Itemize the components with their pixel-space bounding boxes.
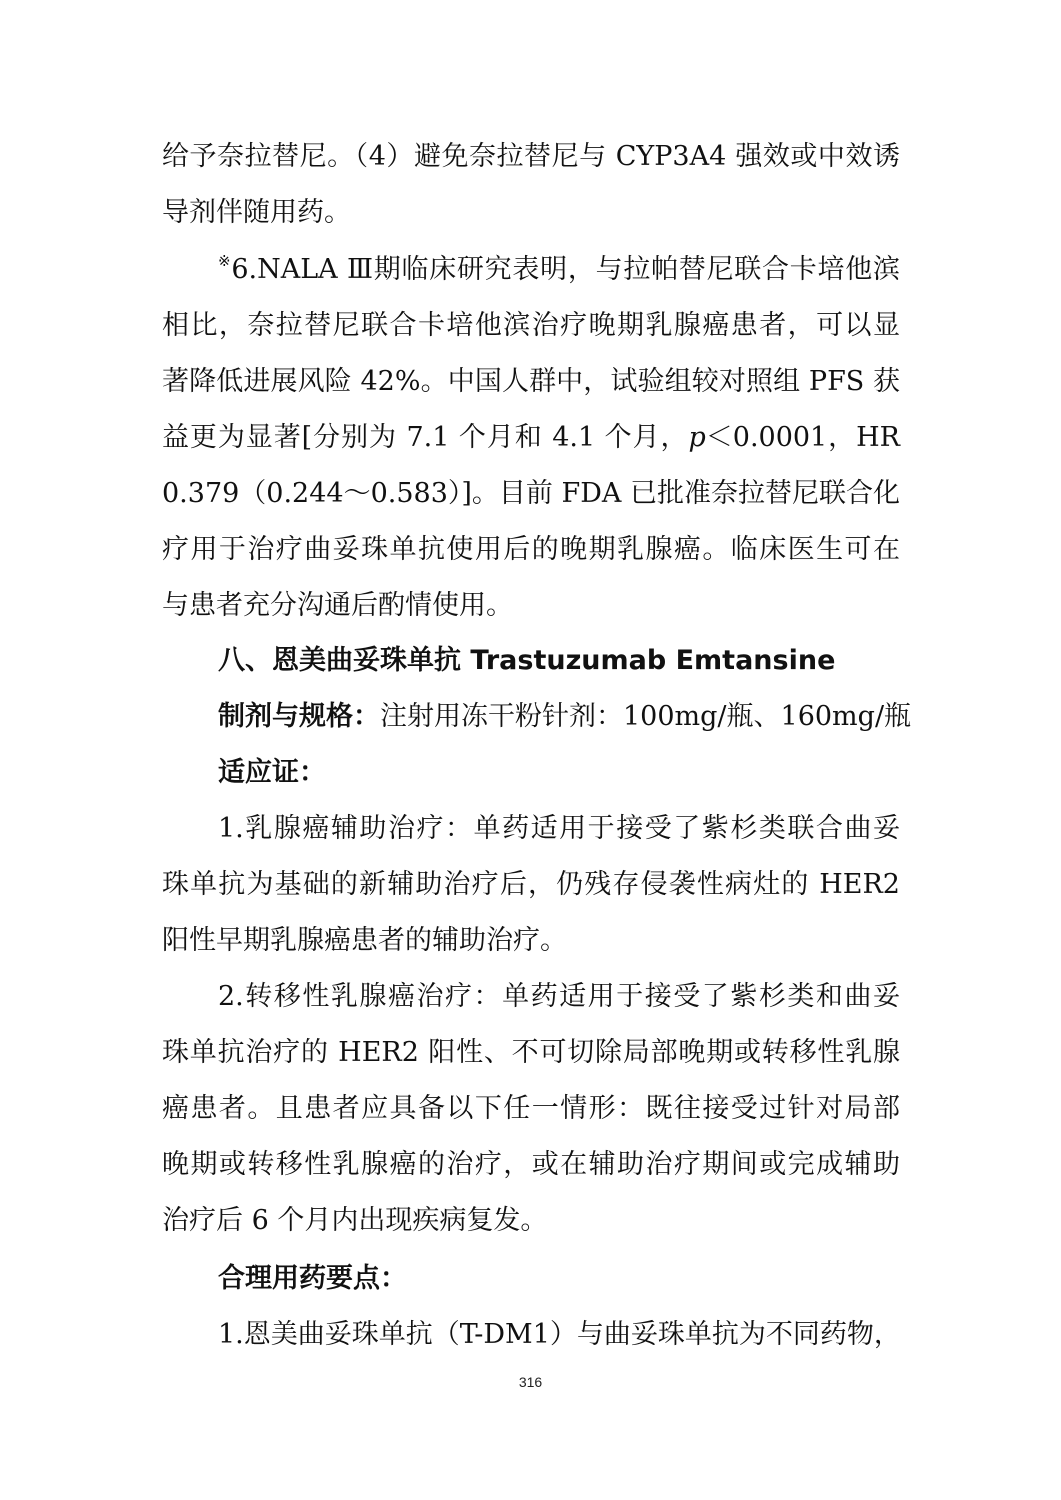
body-text-line: 癌患者。且患者应具备以下任一情形：既往接受过针对局部 [162,1093,900,1124]
formulation-label: 制剂与规格： [218,701,380,732]
body-text-line: 阳性早期乳腺癌患者的辅助治疗。 [162,925,567,956]
section-heading: 八、恩美曲妥珠单抗 Trastuzumab Emtansine [218,645,836,676]
body-text-line [218,250,900,290]
p-value-symbol: p [688,422,706,453]
body-text-line: 0.379（0.244～0.583）]。目前 FDA 已批准奈拉替尼联合化 [162,478,900,509]
body-text-segment: 益更为显著[分别为 7.1 个月和 4.1 个月， [162,422,689,453]
body-text-line: 2.转移性乳腺癌治疗：单药适用于接受了紫杉类和曲妥 [218,981,900,1012]
body-text-line: 珠单抗治疗的 HER2 阳性、不可切除局部晚期或转移性乳腺 [162,1037,900,1068]
body-text-line: 治疗后 6 个月内出现疾病复发。 [162,1205,548,1236]
body-text-line: 与患者充分沟通后酌情使用。 [162,590,513,621]
body-text-line: 珠单抗为基础的新辅助治疗后，仍残存侵袭性病灶的 HER2 [162,869,900,900]
body-text-segment: ＜0.0001，HR [705,422,900,453]
body-text-line: 1.恩美曲妥珠单抗（T-DM1）与曲妥珠单抗为不同药物， [218,1319,901,1350]
reference-mark: ※ [218,252,232,270]
body-text-line [162,418,900,458]
body-text-segment: 6.NALA Ⅲ期临床研究表明，与拉帕替尼联合卡培他滨 [231,254,900,285]
body-text-line: 疗用于治疗曲妥珠单抗使用后的晚期乳腺癌。临床医生可在 [162,534,900,565]
body-text-line: 给予奈拉替尼。（4）避免奈拉替尼与 CYP3A4 强效或中效诱 [162,141,900,172]
page-number: 316 [518,1374,543,1390]
formulation-value: 注射用冻干粉针剂：100mg/瓶、160mg/瓶 [380,701,912,732]
indications-label-line [218,753,900,793]
rational-use-label-line [218,1259,900,1299]
formulation-line [218,697,912,737]
body-text-line: 相比，奈拉替尼联合卡培他滨治疗晚期乳腺癌患者，可以显 [162,310,900,341]
body-text-line: 导剂伴随用药。 [162,197,351,228]
indications-label: 适应证： [218,757,326,788]
body-text-line: 晚期或转移性乳腺癌的治疗，或在辅助治疗期间或完成辅助 [162,1149,900,1180]
body-text-line: 1.乳腺癌辅助治疗：单药适用于接受了紫杉类联合曲妥 [218,813,900,844]
rational-use-label: 合理用药要点： [218,1263,407,1294]
body-text-line: 著降低进展风险 42%。中国人群中，试验组较对照组 PFS 获 [162,366,900,397]
